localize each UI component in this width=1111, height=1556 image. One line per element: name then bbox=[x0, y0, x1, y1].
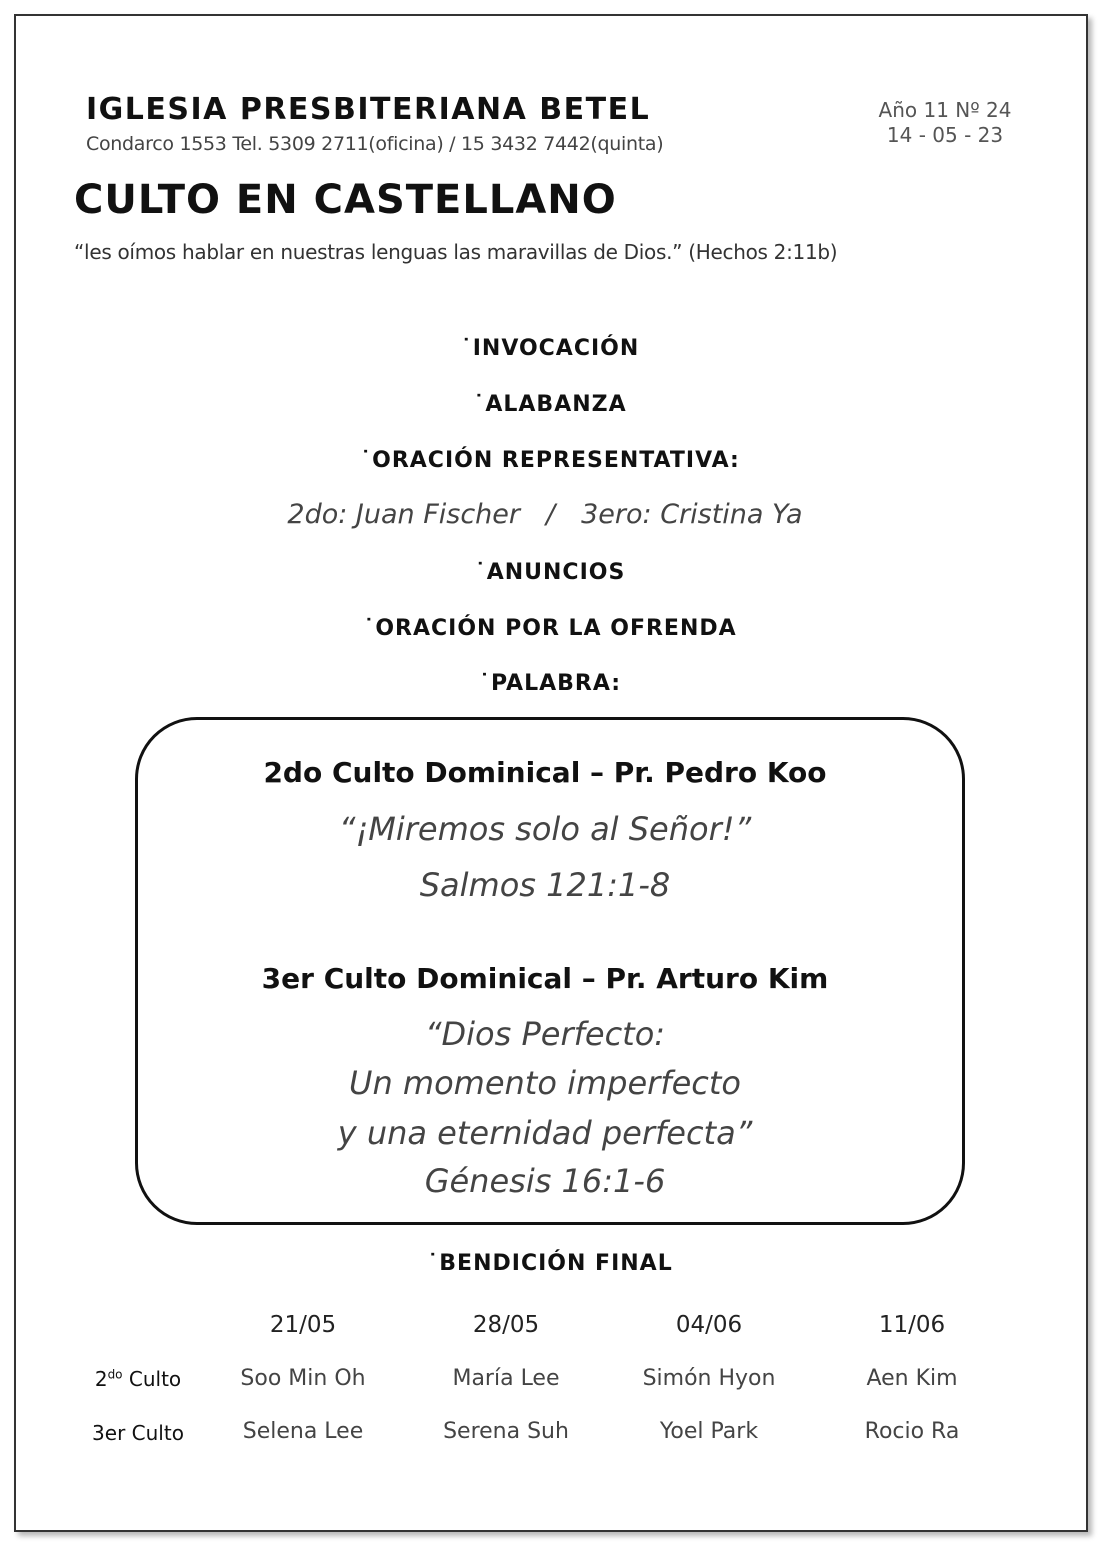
schedule-name: Aen Kim bbox=[866, 1366, 958, 1391]
sermon-title: “Dios Perfecto: bbox=[424, 1015, 666, 1053]
schedule-name: Soo Min Oh bbox=[240, 1366, 366, 1391]
row-label-main: 2 bbox=[94, 1367, 108, 1391]
sermon-title: “¡Miremos solo al Señor!” bbox=[338, 810, 752, 848]
schedule-name: Selena Lee bbox=[242, 1419, 364, 1444]
issue-info bbox=[870, 98, 1020, 148]
order-invocacion: ˙INVOCACIÓN bbox=[460, 336, 640, 361]
sermon-title: y una eternidad perfecta” bbox=[337, 1114, 753, 1152]
schedule-row-label bbox=[78, 1421, 198, 1445]
church-name: IGLESIA PRESBITERIANA BETEL bbox=[86, 92, 651, 127]
row-label-sup: do bbox=[107, 1367, 123, 1382]
schedule-name: Yoel Park bbox=[659, 1419, 759, 1444]
order-palabra: ˙PALABRA: bbox=[478, 671, 622, 696]
prayer-2do: 2do: Juan Fischer bbox=[287, 499, 520, 530]
issue-date: 14 - 05 - 23 bbox=[886, 123, 1004, 147]
schedule-name: Serena Suh bbox=[443, 1419, 569, 1444]
prayer-3ero: 3ero: Cristina Ya bbox=[581, 499, 803, 530]
schedule-name: Rocio Ra bbox=[864, 1419, 960, 1444]
sermon-heading: 2do Culto Dominical – Pr. Pedro Koo bbox=[263, 756, 827, 789]
order-oracion-representativa: ˙ORACIÓN REPRESENTATIVA: bbox=[360, 448, 740, 473]
schedule-name: María Lee bbox=[452, 1366, 560, 1391]
schedule-date: 04/06 bbox=[675, 1312, 743, 1338]
order-bendicion: ˙BENDICIÓN FINAL bbox=[427, 1251, 673, 1276]
schedule-date: 28/05 bbox=[472, 1312, 540, 1338]
schedule-date: 21/05 bbox=[269, 1312, 337, 1338]
prayer-assignments bbox=[0, 499, 1090, 530]
service-title: CULTO EN CASTELLANO bbox=[74, 177, 617, 223]
row-label-main: 3er Culto bbox=[92, 1421, 184, 1445]
schedule-date: 11/06 bbox=[878, 1312, 946, 1338]
sermon-reference: Génesis 16:1-6 bbox=[424, 1162, 666, 1200]
sermon-reference: Salmos 121:1-8 bbox=[419, 866, 671, 904]
order-anuncios: ˙ANUNCIOS bbox=[474, 560, 626, 585]
church-address: Condarco 1553 Tel. 5309 2711(oficina) / 15 3432 7442(quinta) bbox=[86, 133, 664, 155]
service-verse: “les oímos hablar en nuestras lenguas las maravillas de Dios.” (Hechos 2:11b) bbox=[74, 240, 838, 264]
order-alabanza: ˙ALABANZA bbox=[473, 392, 627, 417]
row-label-rest: Culto bbox=[122, 1367, 182, 1391]
schedule-row-label bbox=[78, 1367, 198, 1391]
sermon-title: Un momento imperfecto bbox=[349, 1064, 741, 1102]
sermon-heading: 3er Culto Dominical – Pr. Arturo Kim bbox=[261, 962, 829, 995]
schedule-name: Simón Hyon bbox=[642, 1366, 776, 1391]
prayer-separator: / bbox=[546, 499, 556, 530]
order-ofrenda: ˙ORACIÓN POR LA OFRENDA bbox=[363, 616, 737, 641]
issue-number: Año 11 Nº 24 bbox=[878, 98, 1012, 122]
